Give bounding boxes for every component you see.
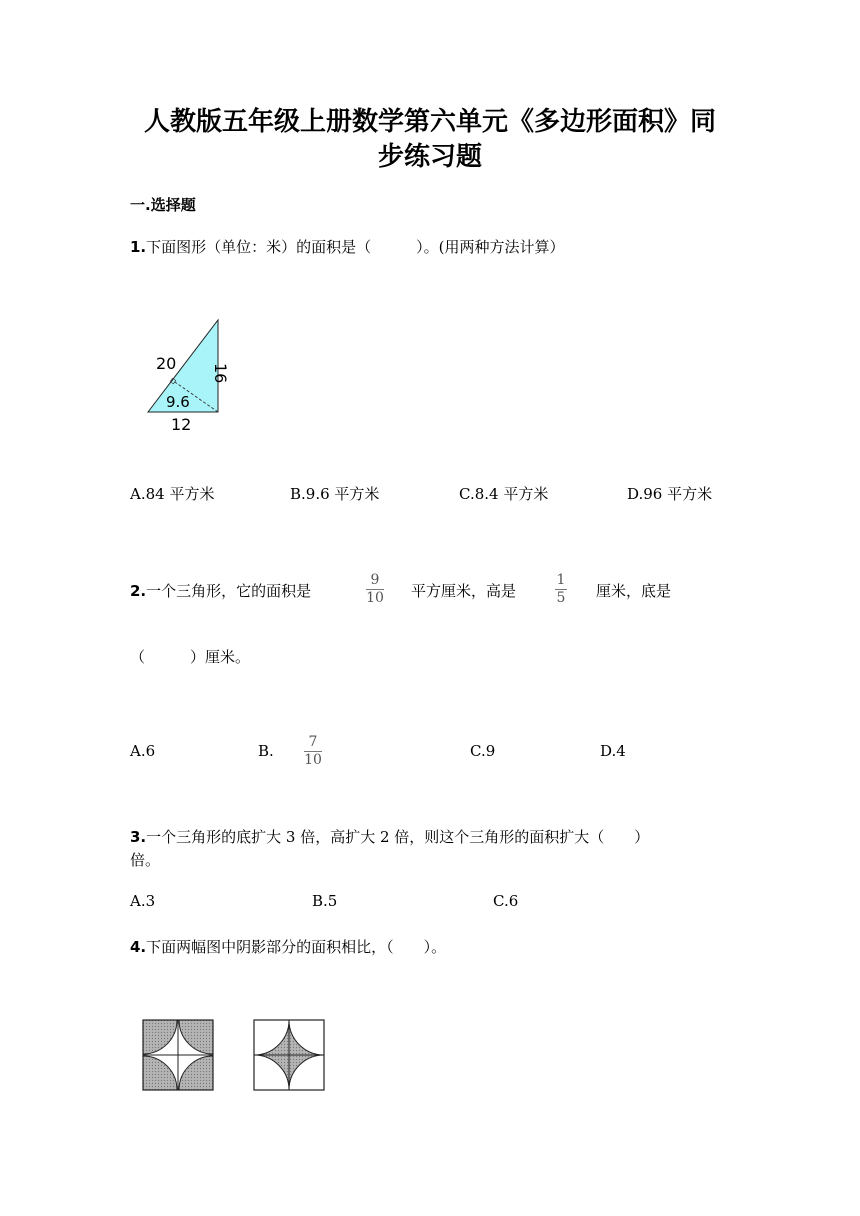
fraction-numerator: 7: [308, 734, 318, 750]
question-text-b: 平方厘米，高是: [411, 582, 517, 600]
pinwheel-figure: [142, 1019, 214, 1091]
page-title-line2: 步练习题: [377, 142, 482, 172]
question-3: [130, 826, 649, 847]
q3-option-c[interactable]: C.6: [493, 892, 519, 910]
question-text-c: 厘米，底是: [596, 582, 672, 600]
q2-option-b-fraction: [304, 735, 322, 768]
section-heading: 一.选择题: [130, 196, 196, 214]
question-number: 4.: [130, 938, 147, 956]
label-altitude: 9.6: [166, 393, 190, 411]
q2-option-c[interactable]: C.9: [470, 742, 496, 760]
fraction-numerator: 9: [370, 572, 380, 588]
fraction-denominator: 10: [304, 752, 322, 768]
question-number: 1.: [130, 238, 147, 256]
q1-option-a[interactable]: A.84 平方米: [130, 485, 215, 503]
fraction-denominator: 10: [366, 590, 384, 606]
q2-option-b[interactable]: B.: [258, 742, 274, 760]
page-title: 人教版五年级上册数学第六单元《多边形面积》同: [143, 107, 716, 137]
label-base: 12: [171, 415, 192, 434]
right-triangle-figure: [138, 312, 248, 437]
question-4: [130, 936, 446, 957]
label-hypotenuse: 20: [156, 354, 177, 373]
label-height: 16: [211, 363, 230, 384]
q2-option-d[interactable]: D.4: [600, 742, 626, 760]
shaded-region: [143, 1056, 177, 1090]
q2-option-a[interactable]: A.6: [130, 742, 156, 760]
question-text: 下面两幅图中阴影部分的面积相比，（ ）。: [146, 938, 447, 956]
shaded-region: [179, 1020, 213, 1054]
q3-option-b[interactable]: B.5: [312, 892, 338, 910]
question-1: [130, 236, 565, 257]
question-3-line2: 倍。: [130, 851, 161, 869]
q1-option-d[interactable]: D.96 平方米: [627, 485, 713, 503]
star-figure: [253, 1019, 325, 1091]
fraction-denominator: 5: [556, 590, 566, 606]
q3-option-a[interactable]: A.3: [130, 892, 156, 910]
q1-option-c[interactable]: C.8.4 平方米: [459, 485, 549, 503]
shaded-region: [143, 1020, 177, 1054]
fraction-numerator: 1: [556, 572, 566, 588]
question-text: 一个三角形的底扩大 3 倍，高扩大 2 倍，则这个三角形的面积扩大（ ）: [146, 828, 650, 846]
fraction-height: [555, 573, 567, 606]
question-number: 3.: [130, 828, 147, 846]
q1-option-b[interactable]: B.9.6 平方米: [290, 485, 380, 503]
fraction-area: [366, 573, 384, 606]
question-text-a: 一个三角形，它的面积是: [146, 582, 312, 600]
question-2-number-text: [130, 580, 311, 601]
question-number: 2.: [130, 582, 147, 600]
question-text-line2: （ ）厘米。: [130, 648, 251, 666]
question-text: 下面图形（单位：米）的面积是（ ）。(用两种方法计算）: [146, 238, 565, 256]
shaded-region: [179, 1056, 213, 1090]
